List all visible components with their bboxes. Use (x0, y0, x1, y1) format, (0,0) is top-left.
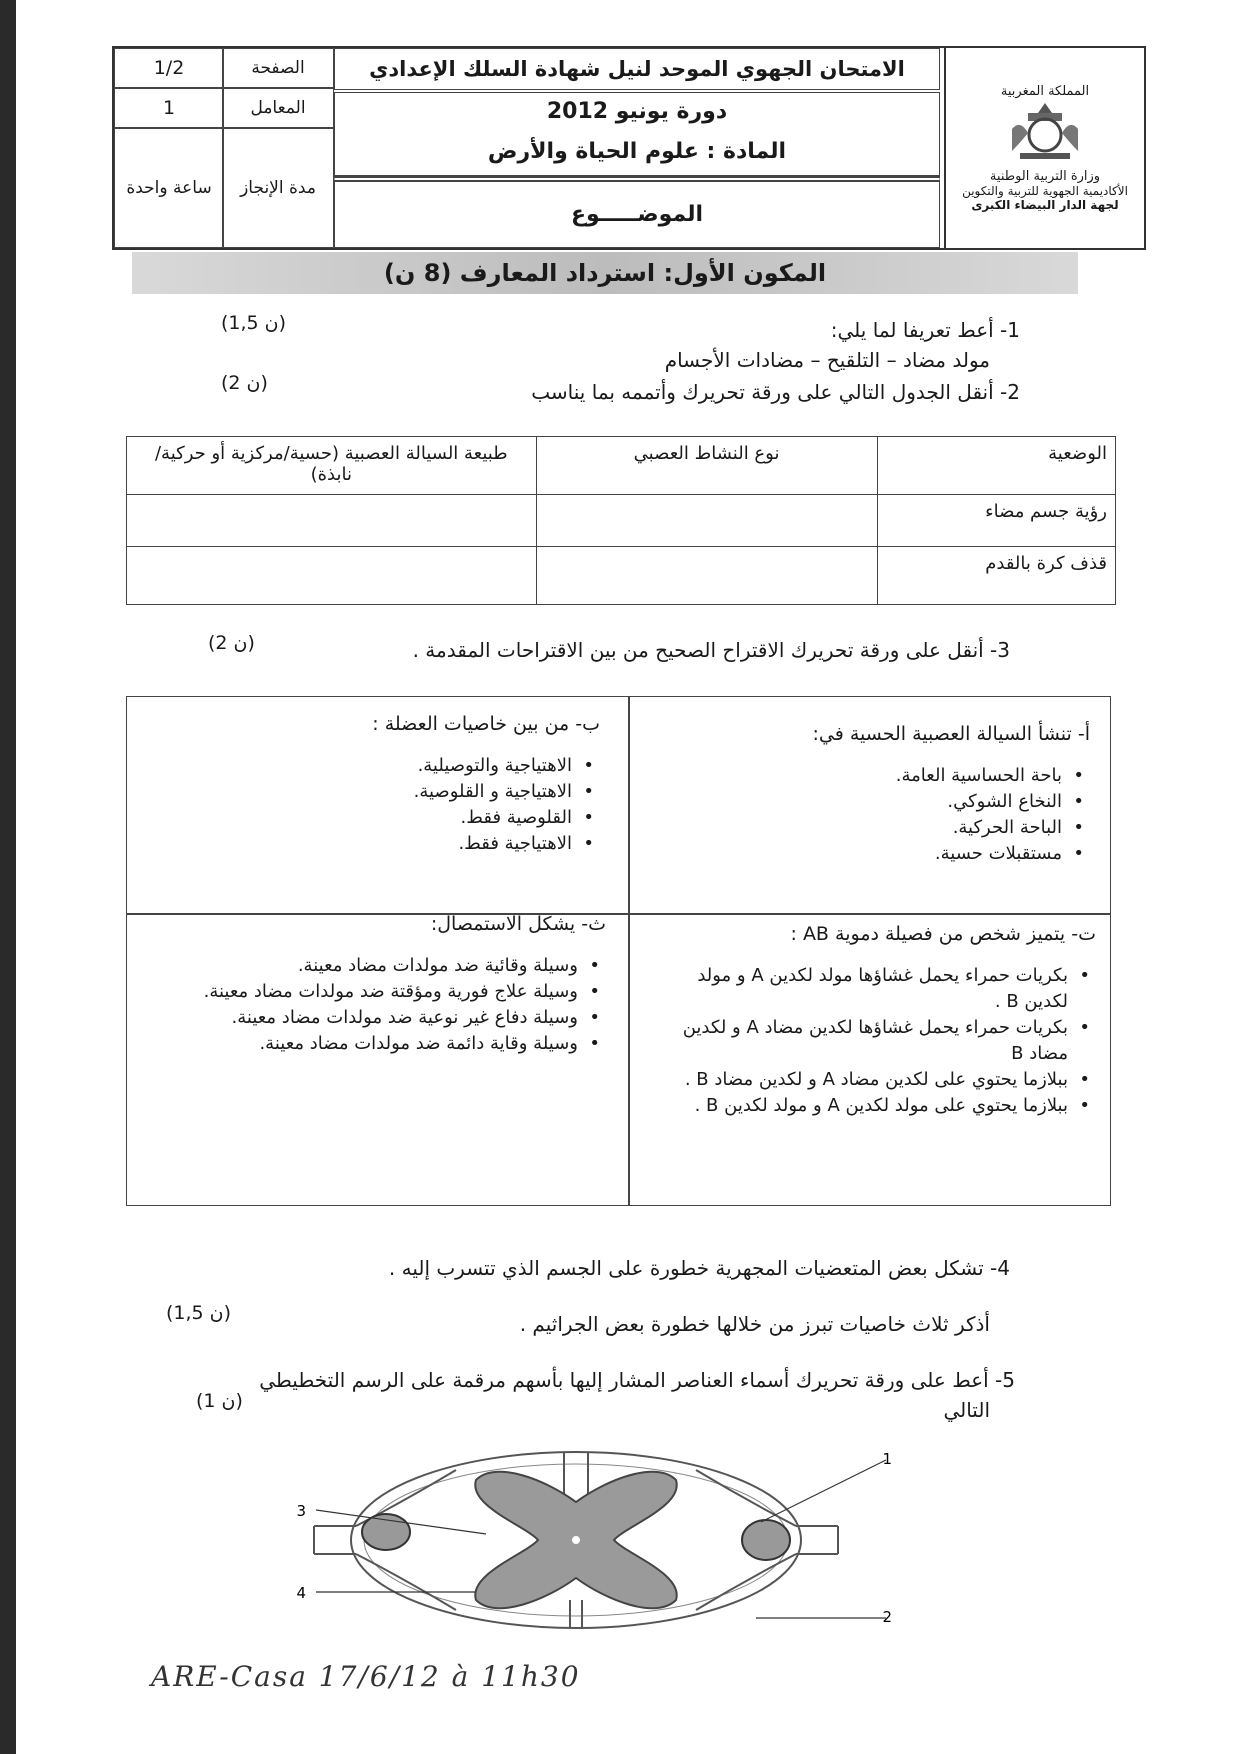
kingdom-name: المملكة المغربية (1000, 84, 1090, 99)
option-group-title: ث- يشكل الاستمصال: (430, 913, 606, 935)
duration-label: مدة الإنجاز (222, 128, 334, 248)
list-item: • بكريات حمراء يحمل غشاؤها مولد لكدين A و مولد لكدين B . (650, 963, 1068, 1015)
session-title: دورة يونيو 2012 (334, 92, 940, 130)
academy-name: الأكاديمية الجهوية للتربية والتكوين (962, 184, 1128, 198)
list-item: • الاهتياجية والتوصيلية. (160, 753, 572, 779)
table-cell (127, 547, 537, 605)
table-cell (536, 547, 877, 605)
q3-points: (2 ن) (208, 632, 255, 654)
list-item: • وسيلة وقاية دائمة ضد مولدات مضاد معينة. (146, 1031, 578, 1057)
subject-title: المادة : علوم الحياة والأرض (334, 128, 940, 176)
table-cell (127, 495, 537, 547)
exam-title: الامتحان الجهوي الموحد لنيل شهادة السلك الإعدادي (334, 48, 940, 90)
q2-table (126, 436, 1116, 605)
ministry-block (944, 48, 1144, 248)
table-row (127, 495, 1116, 547)
exam-header (112, 46, 1146, 250)
grid-divider (628, 697, 630, 1205)
diagram-label-3: 3 (296, 1502, 306, 1520)
q5-points: (1 ن) (196, 1390, 243, 1412)
table-header: طبيعة السيالة العصبية (حسية/مركزية أو حركية/نابذة) (127, 437, 537, 495)
list-item: • ببلازما يحتوي على مولد لكدين A و مولد لكدين B . (650, 1093, 1068, 1119)
list-item: • الباحة الحركية. (650, 815, 1062, 841)
q4-sub: أذكر ثلاث خاصيات تبرز من خلالها خطورة بعض الجراثيم . (519, 1312, 990, 1336)
table-header-row (127, 437, 1116, 495)
duration-value: ساعة واحدة (114, 128, 224, 248)
option-group-a (650, 723, 1090, 867)
list-item: • وسيلة دفاع غير نوعية ضد مولدات مضاد معينة. (146, 1005, 578, 1031)
q1-text: 1- أعط تعريفا لما يلي: (830, 318, 1020, 342)
scan-edge (0, 0, 16, 1754)
option-group-c (650, 923, 1096, 1119)
q2-text: 2- أنقل الجدول التالي على ورقة تحريرك وأتممه بما يناسب (531, 380, 1020, 404)
list-item: • الاهتياجية و القلوصية. (160, 779, 572, 805)
list-item: • مستقبلات حسية. (650, 841, 1062, 867)
q4-points: (1,5 ن) (166, 1302, 232, 1324)
option-group-title: ت- يتميز شخص من فصيلة دموية AB : (790, 923, 1096, 945)
diagram-label-1: 1 (882, 1450, 892, 1468)
q4-text: 4- تشكل بعض المتعضيات المجهرية خطورة على الجسم الذي تتسرب إليه . (388, 1256, 1010, 1280)
option-group-b (160, 713, 600, 857)
q1-terms: مولد مضاد – التلقيح – مضادات الأجسام (664, 348, 990, 372)
q3-options-grid (126, 696, 1111, 1206)
ministry-name: وزارة التربية الوطنية (989, 169, 1101, 184)
table-cell (536, 495, 877, 547)
section-title: المكون الأول: استرداد المعارف (8 ن) (132, 252, 1078, 294)
page-label: الصفحة (222, 48, 334, 88)
region-name: لجهة الدار البيضاء الكبرى (971, 198, 1119, 212)
exam-page (16, 0, 1240, 1754)
q5-text: 5- أعط على ورقة تحريرك أسماء العناصر المشار إليها بأسهم مرقمة على الرسم التخطيطي (259, 1368, 1015, 1392)
spinal-cord-diagram (296, 1440, 936, 1630)
coef-label: المعامل (222, 88, 334, 128)
topic-title: الموضـــــوع (334, 176, 940, 248)
royal-emblem-icon (1000, 99, 1090, 163)
page-number: 1/2 (114, 48, 224, 88)
q1-points: (1,5 ن) (221, 312, 287, 334)
list-item: • وسيلة علاج فورية ومؤقتة ضد مولدات مضاد معينة. (146, 979, 578, 1005)
coef-value: 1 (114, 88, 224, 128)
list-item: • ببلازما يحتوي على لكدين مضاد A و لكدين مضاد B . (650, 1067, 1068, 1093)
list-item: • وسيلة وقائية ضد مولدات مضاد معينة. (146, 953, 578, 979)
diagram-label-2: 2 (882, 1608, 892, 1626)
list-item: • الاهتياجية فقط. (160, 831, 572, 857)
table-header: الوضعية (877, 437, 1115, 495)
option-group-title: أ- تنشأ السيالة العصبية الحسية في: (812, 723, 1090, 745)
handwritten-note: ARE-Casa 17/6/12 à 11h30 (151, 1660, 581, 1693)
q3-text: 3- أنقل على ورقة تحريرك الاقتراح الصحيح من بين الاقتراحات المقدمة . (412, 638, 1010, 662)
list-item: • النخاع الشوكي. (650, 789, 1062, 815)
table-cell: رؤية جسم مضاء (877, 495, 1115, 547)
list-item: • باحة الحساسية العامة. (650, 763, 1062, 789)
option-group-d (146, 913, 606, 1057)
table-cell: قذف كرة بالقدم (877, 547, 1115, 605)
diagram-label-4: 4 (296, 1584, 306, 1602)
table-header: نوع النشاط العصبي (536, 437, 877, 495)
table-row (127, 547, 1116, 605)
q2-points: (2 ن) (221, 372, 268, 394)
list-item: • بكريات حمراء يحمل غشاؤها لكدين مضاد A و لكدين مضاد B (650, 1015, 1068, 1067)
q5-text-continued: التالي (943, 1398, 990, 1422)
list-item: • القلوصية فقط. (160, 805, 572, 831)
option-group-title: ب- من بين خاصيات العضلة : (372, 713, 600, 735)
